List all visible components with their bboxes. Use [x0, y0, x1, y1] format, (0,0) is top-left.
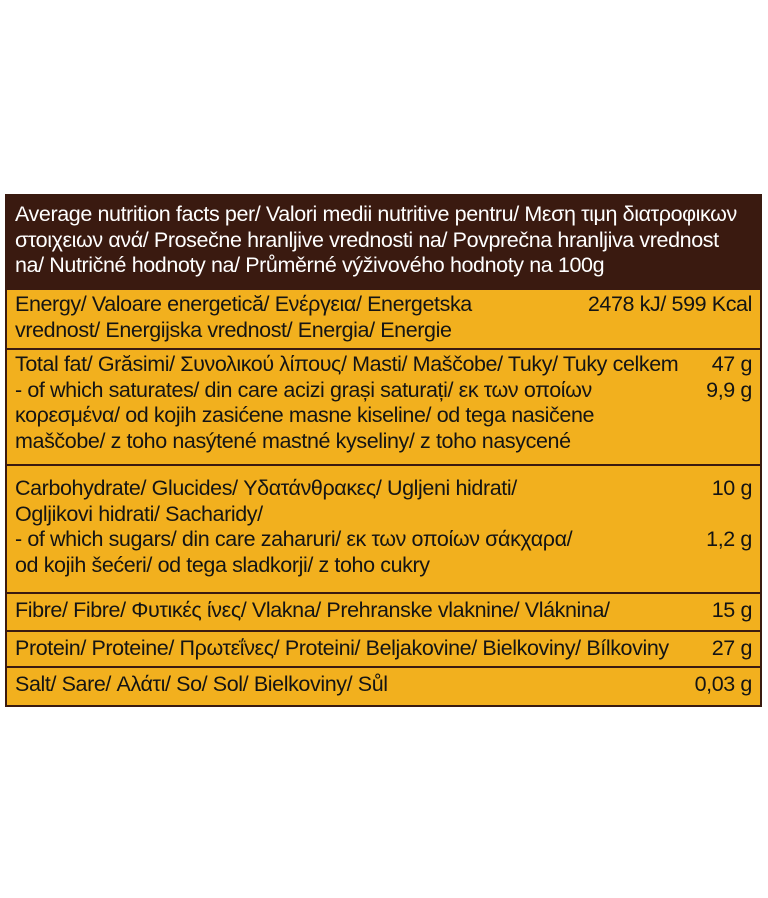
salt-label: Salt/ Sare/ Αλάτι/ So/ Sol/ Bielkoviny/ Sůl — [15, 672, 388, 696]
sugars-label: od kojih šećeri/ od tega sladkorji/ z toho cukry — [15, 552, 430, 577]
carbohydrate-value: 10 g — [711, 476, 752, 500]
row-fat — [7, 348, 760, 464]
fat-label: Total fat/ Grăsimi/ Συνολικού λίπους/ Masti/ Maščobe/ Tuky/ Tuky celkem — [15, 352, 679, 376]
row-salt — [7, 666, 760, 705]
carbohydrate-label: Ogljikovi hidrati/ Sacharidy/ — [15, 501, 263, 526]
header-line: Average nutrition facts per/ Valori medii nutritive pentru/ Μεση τιμη διατροφικων — [15, 202, 737, 226]
energy-label: Energy/ Valoare energetică/ Ενέργεια/ Energetska — [15, 292, 472, 316]
saturates-value: 9,9 g — [706, 377, 752, 402]
saturates-label: κορεσμένα/ od kojih zasićene masne kiseline/ od tega nasičene — [15, 403, 595, 427]
carbohydrate-label: Carbohydrate/ Glucides/ Υδατάνθρακες/ Ugljeni hidrati/ — [15, 476, 517, 500]
row-fibre — [7, 592, 760, 630]
nutrition-header — [7, 196, 760, 288]
header-line: na/ Nutričné hodnoty na/ Průměrné výživového hodnoty na 100g — [15, 253, 605, 277]
energy-label: vrednost/ Energijska vrednost/ Energia/ Energie — [15, 317, 452, 342]
fibre-label: Fibre/ Fibre/ Φυτικές ίνες/ Vlakna/ Prehranske vlaknine/ Vláknina/ — [15, 598, 610, 622]
row-carbohydrate — [7, 464, 760, 592]
row-energy — [7, 288, 760, 348]
saturates-label: maščobe/ z toho nasýtené mastné kyseliny/ z toho nasycené — [15, 428, 571, 453]
sugars-label: - of which sugars/ din care zaharuri/ εκ των οποίων σάκχαρα/ — [15, 527, 573, 551]
saturates-label: - of which saturates/ din care acizi grași saturați/ εκ των οποίων — [15, 377, 592, 402]
salt-value: 0,03 g — [694, 672, 752, 696]
protein-value: 27 g — [711, 636, 752, 660]
fat-total-value: 47 g — [711, 352, 752, 376]
nutrition-table — [5, 194, 762, 707]
protein-label: Protein/ Proteine/ Πρωτεΐνες/ Proteini/ Beljakovine/ Bielkoviny/ Bílkoviny — [15, 636, 669, 660]
row-protein — [7, 630, 760, 666]
energy-value: 2478 kJ/ 599 Kcal — [587, 292, 752, 316]
fibre-value: 15 g — [711, 598, 752, 622]
header-line: στοιχειων ανά/ Prosečne hranljive vrednosti na/ Povprečna hranljiva vrednost — [15, 227, 719, 252]
sugars-value: 1,2 g — [706, 527, 752, 551]
